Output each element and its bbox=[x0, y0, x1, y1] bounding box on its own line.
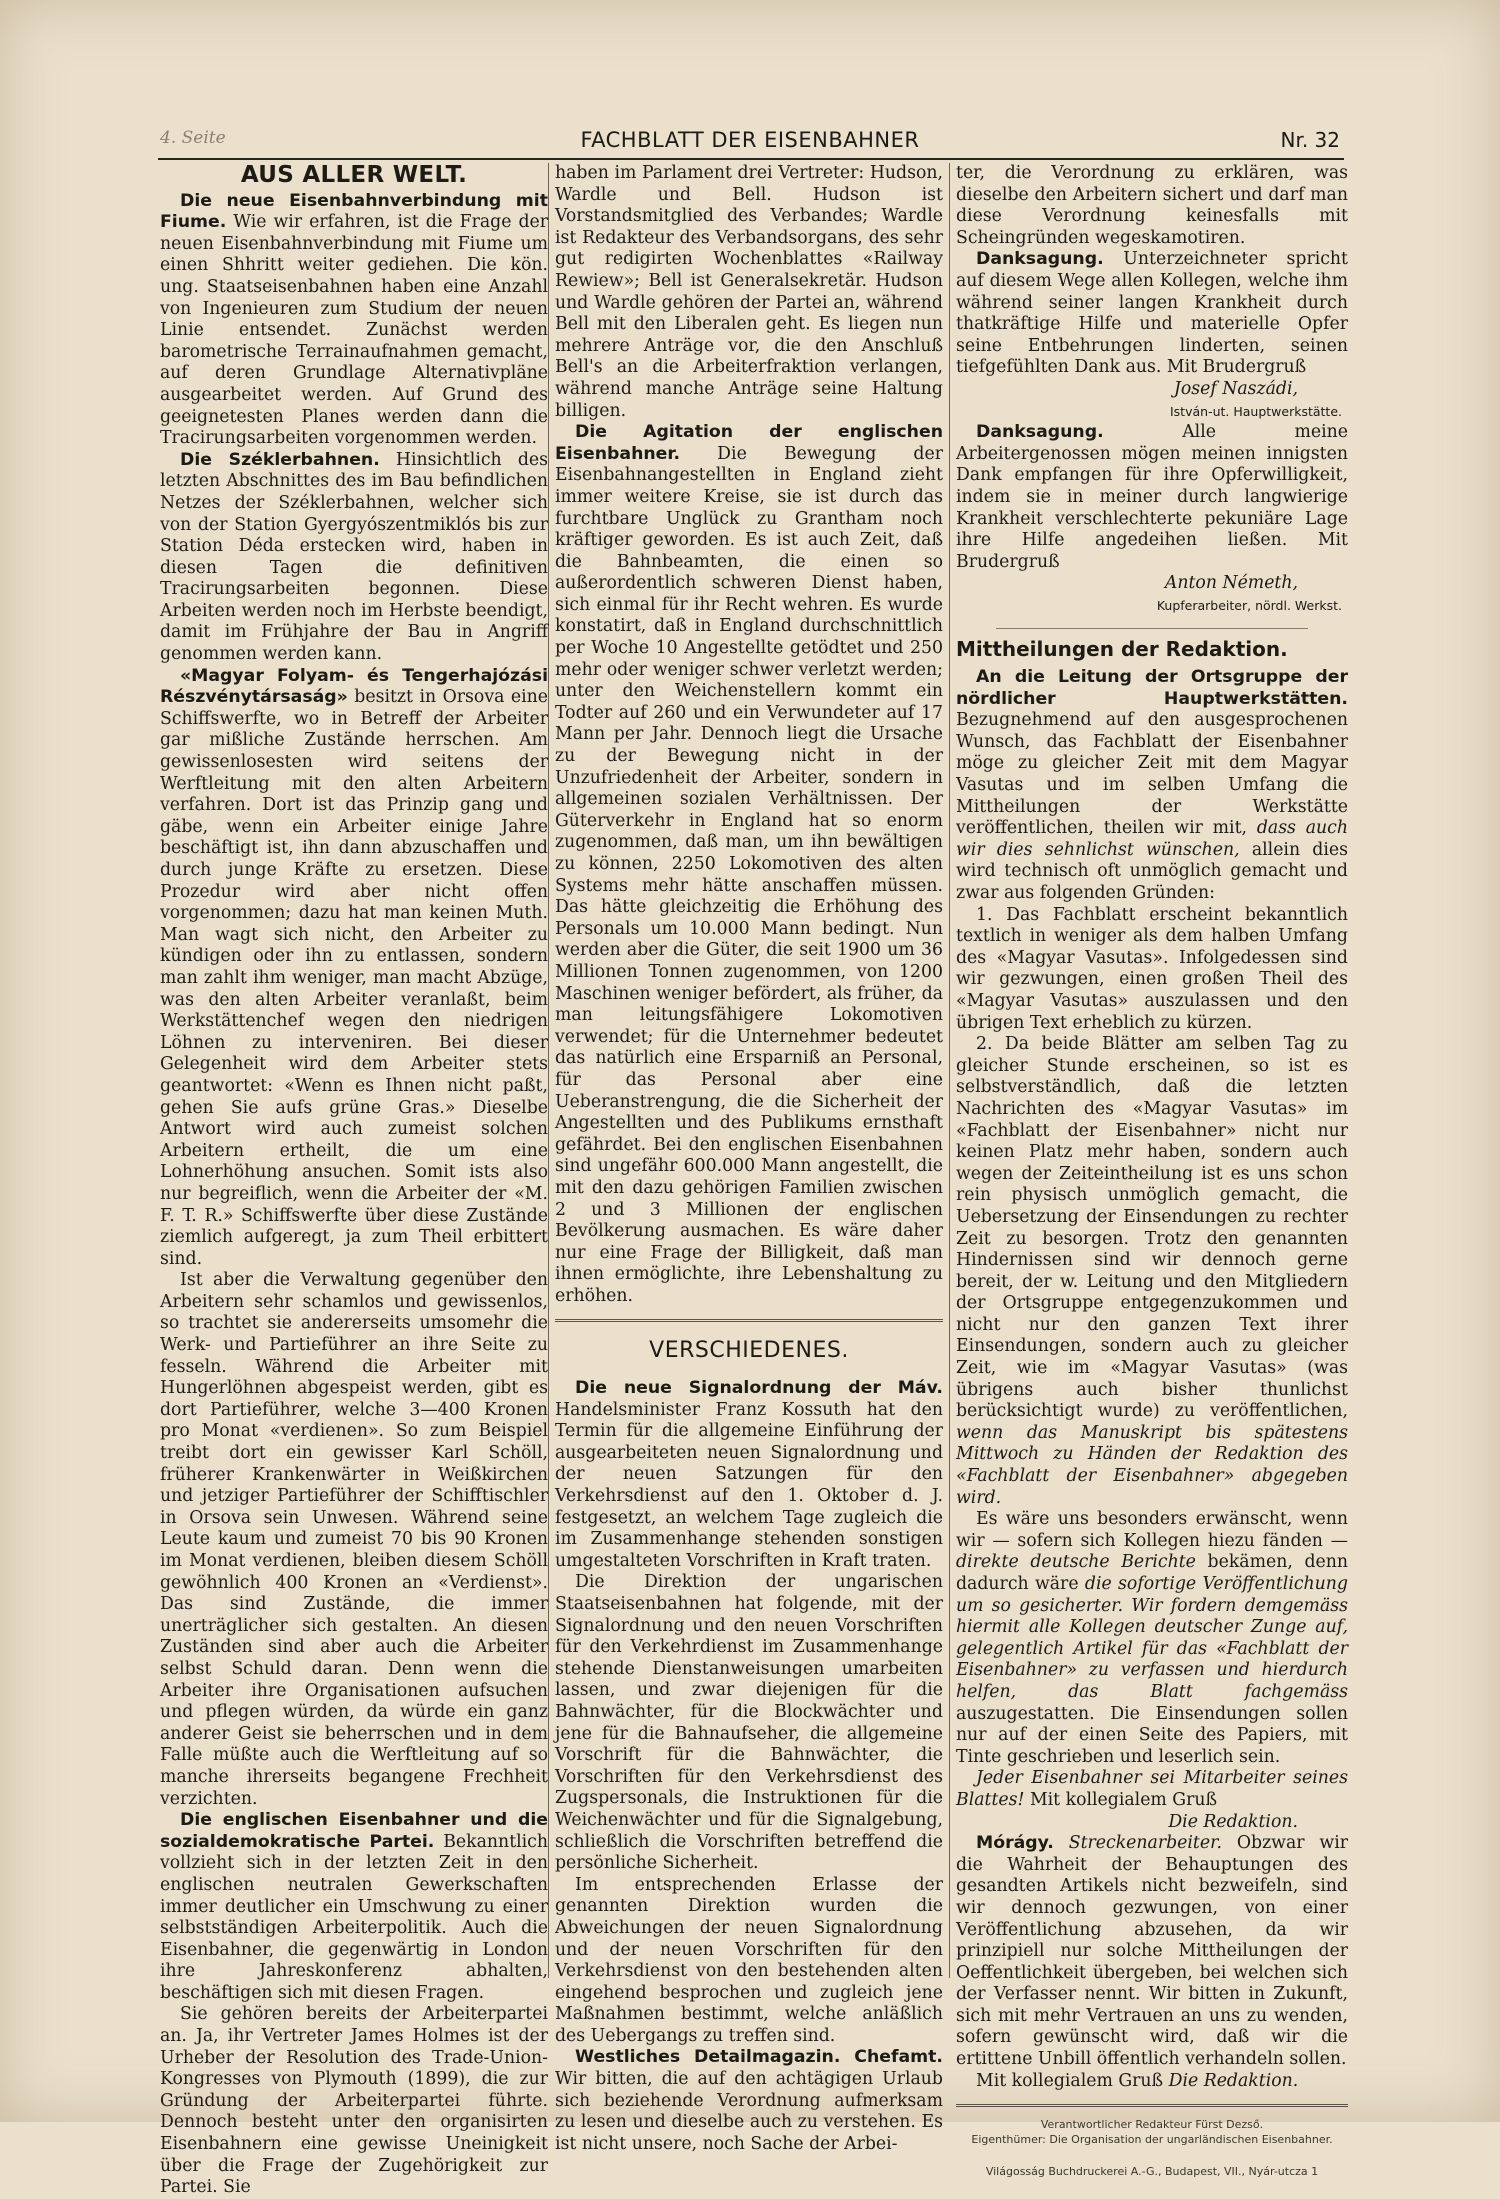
issue-number: Nr. 32 bbox=[1280, 128, 1340, 152]
section-rule bbox=[555, 1319, 943, 1322]
notice-text: Mit kollegialem Gruß bbox=[976, 2070, 1164, 2091]
article-text: Wir bitten, die auf den achtägigen Urlaub sich beziehende Verordnung aufmerksam zu lesen und dieselbe auch zu verstehen. Es ist nicht unsere, noch Sache der Arbei- bbox=[555, 2069, 943, 2154]
article-text: Sie gehören bereits der Arbeiterpartei an. Ja, ihr Vertreter James Holmes ist der Urheber der Resolution des Trade-Union-Kongresses von Plymouth (1899), die zur Gründung der Arbeiterpartei führte. Dennoch besteht unter den organisirten Eisenbahnern eine gewisse Uneinigkeit über die Frage der Zugehörigkeit zur Partei. Sie bbox=[160, 2004, 548, 2198]
article-text: Die Bewegung der Eisenbahnangestellten in England zieht immer weitere Kreise, sie ist durch das furchtbare Unglück zu Grantham noch kräftiger geworden. Es ist auch Zeit, daß die Bahnbeamten, die einen so außerordentlich schweren Dienst haben, sich einmal für ihr Recht wehren. Es wurde konstatirt, daß in England durchschnittlich per Woche 10 Angestellte getödtet und 250 mehr oder weniger schwer verletzt werden; unter den Weichenstellern kommt ein Todter auf 260 und ein Verwundeter auf 17 Mann per Jahr. Dennoch liegt die Ursache zu der Bewegung nicht in der Unzufriedenheit der Arbeiter, sondern in allgemeinen sozialen Verhältnissen. Der Güterverkehr in England hat so enorm zugenommen, daß man, um ihn bewältigen zu können, 2250 Lokomotiven des alten Systems mehr hätte anschaffen müssen. Das hätte gleichzeitig die Erhöhung des Personals um 10.000 Mann bedingt. Nun werden aber die Güter, die seit 1900 um 36 Millionen Tonnen zugenommen, von 1200 Maschinen weniger befördert, als früher, da man leitungsfähigere Lokomotiven verwendet; für die Unternehmer bedeutet das natürlich eine Ersparniß an Personal, für das Personal aber eine Ueberanstrengung, die die Sicherheit der Angestellten und des Publikums ernsthaft gefährdet. Bei den englischen Eisenbahnen sind ungefähr 600.000 Mann angestellt, die mit den dazu gehörigen Familien zwischen 2 und 3 Millionen der englischen Bevölkerung ausmachen. Es wäre daher nur eine Frage der Billigkeit, daß man ihnen ermöglichte, ihre Lebenshaltung zu erhöhen. bbox=[555, 443, 943, 1306]
article-fiume bbox=[160, 191, 548, 450]
notice-text: Es wäre uns besonders erwänscht, wenn wir — sofern sich Kollegen hiezu fänden — bbox=[956, 1509, 1348, 1551]
section-title-aus-aller-welt: AUS ALLER WELT. bbox=[240, 162, 468, 188]
article-detailmagazin bbox=[555, 2047, 943, 2155]
article-agitation bbox=[555, 422, 943, 1307]
column-divider bbox=[548, 163, 549, 1978]
masthead-title: FACHBLATT DER EISENBAHNER bbox=[580, 128, 920, 152]
section-rule bbox=[996, 628, 1308, 629]
signature-affiliation: Kupferarbeiter, nördl. Werkst. bbox=[1156, 597, 1342, 613]
signature: Die Redaktion. bbox=[1168, 1811, 1298, 1832]
column-1 bbox=[160, 163, 548, 2199]
page-header bbox=[160, 128, 1340, 158]
section-title-verschiedenes: VERSCHIEDENES. bbox=[649, 1338, 849, 1364]
article-mftr bbox=[160, 666, 548, 1271]
article-text: Ist aber die Verwaltung gegenüber den Arbeitern sehr schamlos und gewissenlos, so trachtet sie andererseits umsomehr die Werk- und Partieführer an ihre Seite zu fesseln. Während die Arbeiter mit Hungerlöhnen abgespeist werden, gibt es dort Partieführer, welche 3—400 Kronen pro Monat «verdienen». So zum Beispiel treibt dort ein gewisser Karl Schöll, früherer Krankenwärter in Weißkirchen und jetziger Partieführer der Schifftischler in Orsova sein Unwesen. Während seine Leute kaum und zumeist 70 bis 90 Kronen im Monat verdienen, bleiben diesem Schöll gewöhnlich 400 Kronen an «Verdienst». Das sind Zustände, die immer unerträglicher sich gestalten. An diesen Zuständen sind aber auch die Arbeiter selbst Schuld daran. Denn wenn die Arbeiter ihre Organisationen aufsuchen und pflegen würden, da würde ein ganz anderer Geist sie beherrschen und in dem Falle müßte auch die Werftleitung auf so manche ihrerseits begangene Frechheit verzichten. bbox=[160, 1270, 548, 1809]
article-heading: Die Agitation der englischen Eisenbahner. bbox=[555, 422, 943, 464]
notice-heading: Mórágy. bbox=[976, 1833, 1054, 1854]
notice-text: Obzwar wir die Wahrheit der Behauptungen des gesandten Artikels nicht bezweifeln, sind wir dennoch gezwungen, von einer Veröffentlichung abzusehen, da wir prinzipiell nur solche Mittheilungen der Oeffentlichkeit übergeben, bei welchen sich der Verfasser nennt. Wir bitten in Zukunft, sich mit mehr Vertrauen an uns zu wenden, sofern gewünscht wird, daß wir die ertittene Unbill öffentlich verhandeln sollen. bbox=[956, 1833, 1348, 2070]
article-heading: Die neue Eisenbahnverbindung mit Fiume. bbox=[160, 190, 548, 233]
notice-heading: Danksagung. bbox=[976, 249, 1104, 270]
article-heading: Westliches Detailmagazin. Chefamt. bbox=[575, 2047, 943, 2068]
header-rule bbox=[158, 158, 1344, 160]
notice-text: Mit kollegialem Gruß bbox=[1024, 1789, 1218, 1810]
colophon-owner: Eigenthümer: Die Organisation der ungarländischen Eisenbahner. bbox=[971, 2133, 1333, 2147]
notice-text: Bezugnehmend auf den ausgesprochenen Wunsch, das Fachblatt der Eisenbahner möge zu gleicher Zeit mit dem Magyar Vasutas und im selben Umfang die Mittheilungen der Werkstätte veröffentlichen, theilen wir mit, bbox=[956, 710, 1348, 839]
emphasis-text: dass auch wir dies sehnlichst wünschen, bbox=[956, 818, 1348, 860]
notice-text: 1. Das Fachblatt erscheint bekanntlich textlich in weniger als dem halben Umfang des «Magyar Vasutas». Infolgedessen sind wir gezwungen, einen großen Theil des «Magyar Vasutas» auszulassen und den übrigen Text erheblich zu kürzen. bbox=[956, 904, 1348, 1033]
article-heading: Die englischen Eisenbahner und die sozialdemokratische Partei. bbox=[160, 1810, 548, 1852]
notice-closing bbox=[956, 2071, 1348, 2093]
footer-rule bbox=[956, 2104, 1348, 2107]
article-text: besitzt in Orsova eine Schiffswerfte, wo in Betreff der Arbeiter gar mißliche Zustände herrschen. Am gewissenlosesten wird seitens der Werftleitung mit den alten Arbeitern verfahren. Dort ist das Prinzip gang und gäbe, wenn ein Arbeiter einige Jahre beschäftigt ist, ihn dann abzuschaffen und durch junge Kräfte zu ersetzen. Diese Prozedur wird aber nicht offen vorgenommen; dazu hat man keinen Muth. Man wagt sich nicht, den Arbeiter zu kündigen oder ihn zu entlassen, sondern man zahlt ihm weniger, man macht Abzüge, was den alten Arbeiter veranlaßt, beim Werkstättenchef wegen den niedrigen Löhnen zu interveniren. Bei dieser Gelegenheit wird dem Arbeiter stets geantwortet: «Wenn es Ihnen nicht paßt, gehen Sie aufs grüne Gras.» Dieselbe Antwort wird auch zumeist solchen Arbeitern ertheilt, die um eine Lohnerhöhung ansuchen. Somit ists also nur begreiflich, wenn die Arbeiter der «M. F. T. R.» Schiffswerfte über diese Zustände ziemlich aufgeregt, ja zum Theil erbittert sind. bbox=[160, 687, 548, 1269]
article-text: Hinsichtlich des letzten Abschnittes des im Bau befindlichen Netzes der Széklerbahnen, welcher sich von der Station Gyergyószentmiklós bis zur Station Déda erstecken wird, haben in diesen Tagen die definitiven Tracirungsarbeiten begonnen. Diese Arbeiten werden noch im Herbste beendigt, damit im Frühjahre der Bau in Angriff genommen werden kann. bbox=[160, 449, 548, 665]
colophon-editor: Verantwortlicher Redakteur Fürst Dezső. bbox=[1040, 2118, 1264, 2132]
emphasis-text: die sofortige Veröffentlichung um so gesicherter. Wir fordern demgemäss hiermit alle Kollegen deutscher Zunge auf, gelegentlich Artikel für das «Fachblatt der Eisenbahner» zu verfassen und hierdurch helfen, das Blatt fachgemäss bbox=[956, 1574, 1348, 1702]
article-englische-eisenbahner bbox=[160, 1810, 548, 2004]
notice-text: 2. Da beide Blätter am selben Tag zu gleicher Stunde erscheinen, so ist es selbstverständlich, daß die letzten Nachrichten des «Magyar Vasutas» im «Fachblatt der Eisenbahner» nicht nur keinen Platz mehr haben, sondern auch wegen der Zeiteintheilung ist es uns schon rein physisch unmöglich gemacht, die Uebersetzung der Einsendungen zu rechter Zeit zu besorgen. Trotz den genannten Hindernissen sind wir dennoch gerne bereit, der w. Leitung und den Mitgliedern der Ortsgruppe entgegenzukommen und nicht nur den ganzen Text ihrer Einsendungen, sondern auch zu gleicher Zeit, wie im «Magyar Vasutas» (was übrigens auch bisher thunlichst berücksichtigt wurde) zu veröffentlichen, bbox=[956, 1034, 1348, 1422]
signature: Josef Naszádi, bbox=[1173, 378, 1298, 399]
article-text: Wie wir erfahren, ist die Frage der neuen Eisenbahnverbindung mit Fiume um einen Shhritt weiter gediehen. Die kön. ung. Staatseisenbahnen haben eine Anzahl von Ingenieuren zum Studium der neuen Linie entsendet. Zunächst werden barometrische Terrainaufnahmen gemacht, auf deren Grundlage Alternativpläne ausgearbeitet werden. Auf Grund des geeignetesten Planes werden dann die Tracirungsarbeiten vorgenommen werden. bbox=[160, 212, 548, 449]
article-text: Im entsprechenden Erlasse der genannten Direktion wurden die Abweichungen der neuen Signalordnung und der neuen Vorschriften für den Verkehrsdienst von den bestehenden alten eingehend besprochen und zugleich jene Maßnahmen bestimmt, welche anläßlich des Uebergangs zu treffen sind. bbox=[555, 1874, 943, 2046]
notice-moragy bbox=[956, 1833, 1348, 2071]
emphasis-text: Streckenarbeiter. bbox=[1053, 1833, 1222, 1854]
article-text: Bekanntlich vollzieht sich in der letzten Zeit in den englischen neutralen Gewerkschaften immer deutlicher ein Umschwung zu einer selbstständigen Arbeiterpolitik. Auch die Eisenbahner, die gegenwärtig in London ihre Jahreskonferenz abhalten, beschäftigen sich mit diesen Fragen. bbox=[160, 1831, 548, 2003]
notice-text: Alle meine Arbeitergenossen mögen meinen innigsten Dank empfangen für ihre Opferwilligkeit, indem sie in meiner durch langwierige Krankheit verschlechterte pekuniäre Lage ihre Hilfe angedeihen ließen. Mit Brudergruß bbox=[956, 422, 1348, 572]
column-divider bbox=[949, 163, 950, 1978]
notice-paragraph bbox=[956, 1768, 1348, 1811]
signature-affiliation: István-ut. Hauptwerkstätte. bbox=[1169, 403, 1342, 419]
notice-text: bekämen, denn dadurch wäre bbox=[956, 1552, 1349, 1594]
emphasis-text: Jeder Eisenbahner sei Mitarbeiter seines Blattes! bbox=[956, 1768, 1348, 1810]
notice-paragraph bbox=[956, 1034, 1348, 1509]
notice-text: Unterzeichneter spricht auf diesem Wege allen Kollegen, welche ihm während seiner langen Krankheit durch thatkräftige Hilfe und materielle Opfer seine Entbehrungen linderten, seinen tiefgefühlten Dank aus. Mit Brudergruß bbox=[956, 249, 1348, 378]
article-signalordnung bbox=[555, 1378, 943, 1572]
article-szeklerbahnen bbox=[160, 450, 548, 666]
column-2 bbox=[555, 163, 943, 2155]
notice-text: allein dies wird technisch oft unmöglich gemacht und zwar aus folgenden Gründen: bbox=[956, 839, 1348, 903]
article-text: ter, die Verordnung zu erklären, was dieselbe den Arbeitern sichert und darf man diese Verordnung keinesfalls mit Scheingründen wegeskamotiren. bbox=[956, 163, 1348, 248]
section-title-mittheilungen: Mittheilungen der Redaktion. bbox=[956, 637, 1288, 662]
article-heading: Die Széklerbahnen. bbox=[180, 449, 380, 470]
notice-paragraph bbox=[956, 1509, 1348, 1768]
article-heading: Die neue Signalordnung der Máv. bbox=[575, 1378, 943, 1399]
notice-text: auszugestatten. Die Einsendungen sollen nur auf der einen Seite des Papiers, mit Tinte geschrieben und leserlich sein. bbox=[956, 1703, 1348, 1767]
page-number-label: 4. Seite bbox=[160, 128, 226, 148]
signature: Anton Németh, bbox=[1164, 573, 1298, 594]
notice-heading: Danksagung. bbox=[976, 422, 1104, 443]
notice-ortsgruppe bbox=[956, 667, 1348, 905]
article-text: Handelsminister Franz Kossuth hat den Termin für die allgemeine Einführung der ausgearbeiteten neuen Signalordnung und der neuen Satzungen für den Verkehrsdienst auf den 1. Oktober d. J. festgesetzt, an welchem Tage zugleich die im Zusammenhange stehenden sonstigen umgestalteten Vorschriften in Kraft traten. bbox=[555, 1399, 943, 1571]
article-text: haben im Parlament drei Vertreter: Hudson, Wardle und Bell. Hudson ist Vorstandsmitglied des Verbandes; Wardle ist Redakteur des Verbandsorgans, des sehr gut redigirten Wochenblattes «Railway Rewiew»; Bell ist Generalsekretär. Hudson und Wardle gehören der Partei an, während Bell mit den Liberalen geht. Es liegen nun mehrere Anträge vor, die den Anschluß Bell's an die Arbeiterfraktion verlangen, während manche Anträge seine Haltung billigen. bbox=[555, 163, 943, 421]
printer-line: Világosság Buchdruckerei A.-G., Budapest, VII., Nyár-utcza 1 bbox=[985, 2165, 1319, 2179]
article-text: Die Direktion der ungarischen Staatseisenbahnen hat folgende, mit der Signalordnung und den neuen Vorschriften für den Verkehrdienst im Zusammenhange stehende Dienstanweisungen umarbeiten lassen, und zwar diejenigen für die Bahnwächter, für die Blockwächter und jene für die Bahnaufseher, die allgemeine Vorschrift für die Bahnwächter, die Vorschriften für den Verkehrsdienst des Zugspersonals, die Instruktionen für die Weichenwächter und für die Signalgebung, schließlich die Vorschriften betreffend die persönliche Sicherheit. bbox=[555, 1572, 943, 1874]
article-heading: «Magyar Folyam- és Tengerhajózási Részvénytársaság» bbox=[160, 665, 548, 708]
emphasis-text: wenn das Manuskript bis spätestens Mittwoch zu Händen der Redaktion des «Fachblatt der Eisenbahner» abgegeben wird. bbox=[956, 1422, 1348, 1508]
notice-danksagung-1 bbox=[956, 249, 1348, 379]
signature: Die Redaktion. bbox=[1168, 2070, 1299, 2091]
emphasis-text: direkte deutsche Berichte bbox=[956, 1552, 1196, 1573]
notice-heading: An die Leitung der Ortsgruppe der nördlicher Hauptwerkstätten. bbox=[956, 667, 1348, 709]
notice-danksagung-2 bbox=[956, 422, 1348, 573]
column-3 bbox=[956, 163, 1348, 2183]
